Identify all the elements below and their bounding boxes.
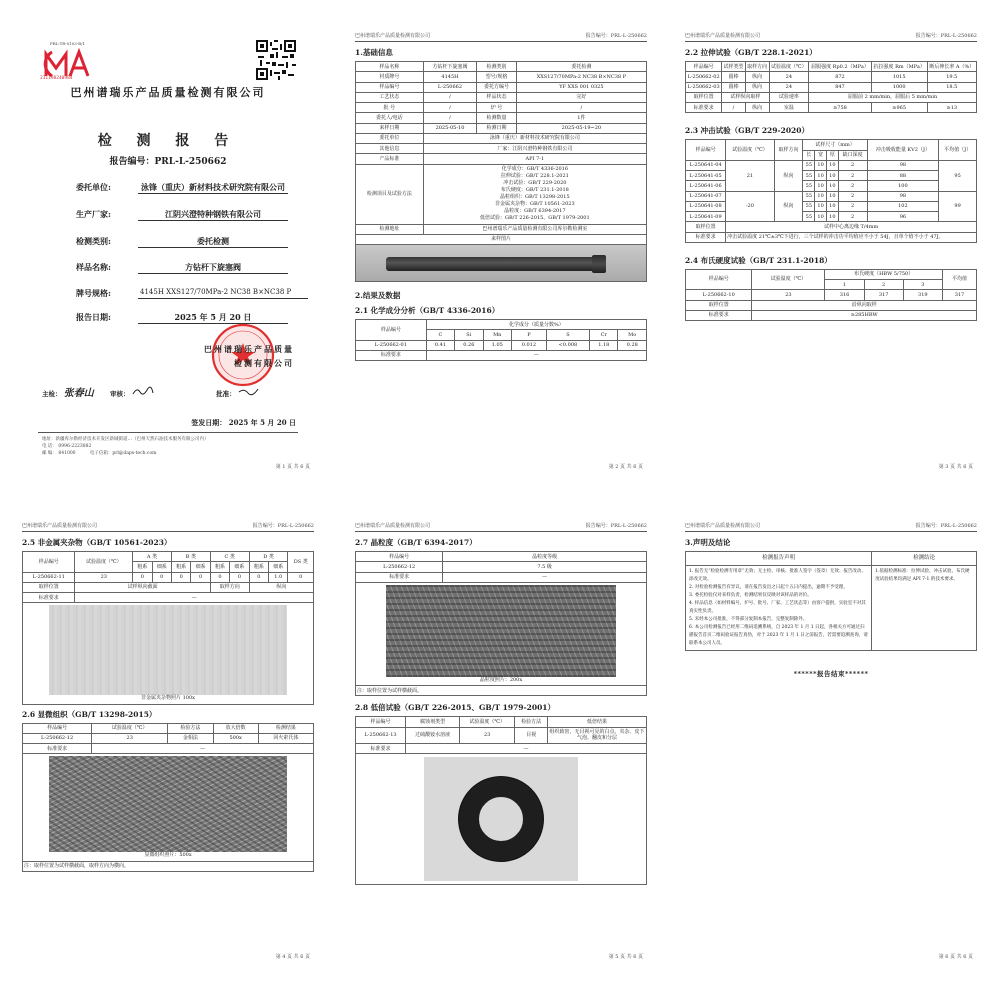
report-page-4 [22,522,314,962]
field-label: 牌号规格: [76,288,111,298]
header-lab: 巴州谱瑞乐产品质量检测有限公司 [355,523,431,529]
page-header [355,522,647,532]
header-report-no: 报告编号：PRL-L-250662 [585,33,647,39]
macro-etch-photo [424,757,578,881]
table-row: 长 宽 厚 缺口深度 [686,150,977,160]
page-number: 第 2 页 共 6 页 [608,464,643,470]
section-title: 2.结果及数据 [355,291,401,300]
page-header [355,32,647,42]
email: 电子信箱：prl@daps-tech.com [89,451,157,456]
table-row: 注：取样位置为试样横截面。 [356,686,647,696]
header-report-no: 报告编号：PRL-L-250662 [915,33,977,39]
table-row: 标准要求 / 纵向 室温 ≥758 ≥965 ≥13 [686,103,977,113]
address: 地址：新疆库尔勒经济技术开发区新城街道…（巴州天然石油技术服务有限公司内） [42,437,209,442]
table-row: L-250662-11 23 0 0 0 0 0 0 0 1.0 0 [23,572,314,582]
table-row: L-250662-03 圆棒 纵向 24 847 1000 18.5 [686,82,977,92]
page-header [22,522,314,532]
section-title: 2.7 晶粒度（GB/T 6394-2017） [355,538,477,547]
brinell-hardness-table [685,269,977,321]
header-report-no: 报告编号：PRL-L-250662 [915,523,977,529]
image-caption: 显微组织照片：500x [144,852,192,859]
table-row: 来样图片 [356,234,647,244]
page-number: 第 5 页 共 6 页 [608,954,643,960]
signatures [42,384,260,399]
table-row: 委托人/电话 / 检测数量 1件 [356,113,647,123]
section-title: 2.2 拉伸试验（GB/T 228.1-2021） [685,48,817,57]
section-title: 1.基础信息 [355,48,393,57]
approver-signature [238,386,260,396]
section-title: 2.5 非金属夹杂物（GB/T 10561-2023） [22,538,172,547]
divider [38,432,298,433]
table-row [356,754,647,885]
header-report-no: 报告编号：PRL-L-250662 [585,523,647,529]
checker-signature: 张春山 [63,388,94,399]
table-row: 取样位置 试样纵向取样 试验速率 屈服前 2 mm/min，屈服后 5 mm/min [686,92,977,102]
table-row: 其他信息 厂家：江阴兴澄特种钢铁有限公司 [356,144,647,154]
page-number: 第 6 页 共 6 页 [938,954,973,960]
phone: 电 话： 0996-2223882 [42,444,92,449]
table-row: 标准要求 — [356,350,647,360]
table-row: 标准要求 — [23,744,314,754]
table-row: 标准要求 — [23,593,314,603]
report-page-6 [685,522,977,962]
sample-photo [356,245,646,281]
field-value: 4145H XXS127/70MPa-2 NC38 B×NC38 P [138,288,308,299]
issuer-name [194,342,294,370]
field-value: 2025 年 5 月 20 日 [138,312,288,324]
table-row: 注：取样位置为试样横截面，取样方向为横向。 [23,861,314,871]
table-row: 标准要求 冲击试验温度 21℃±3℃下进行，三个试样的冲击功平均值应不小于 54J，且单个值不小于 47J。 [686,232,977,242]
table-row: 标准要求 — [356,744,647,754]
declaration-item: 2. 对检验检测报告有异议，请在报告发出之日起十五日内提出，逾期不予受理。 [689,584,848,590]
declaration-item: 4. 样品信息（如材料编号、炉号、批号、厂家、工艺状态等）由客户提供，实验室不对其真实性负责。 [689,600,866,614]
declaration-items [686,565,872,650]
section-title: 2.4 布氏硬度试验（GB/T 231.1-2018） [685,255,832,265]
chemical-composition-table [355,319,647,361]
issuer-line: 检测有限公司 [234,358,294,368]
table-row: 样品编号 试验温度（℃） 布氏硬度（HBW 5/750） 平均值 [686,269,977,279]
table-row: 样品编号 晶粒度等级 [356,552,647,562]
header-lab: 巴州谱瑞乐产品质量检测有限公司 [22,523,98,529]
table-row: 检测地址 巴州谱瑞乐产品质量检测有限公司库尔勒检测室 [356,224,647,234]
table-row: 取样位置 试样中心离边缘 T/4mm [686,222,977,232]
table-row: 来样日期 2025-05-10 检测日期 2025-05-19~20 [356,123,647,133]
table-row: 1 2 3 [686,280,977,290]
image-caption: 晶粒度照片：200x [479,676,523,683]
inclusion-micrograph [49,605,287,695]
table-row: 样品编号 试样类型 取样方向 试验温度（℃） 屈服强度 Rp0.2（MPa） 抗拉强度 Rm（MPa） 断后伸长率 A（%） [686,62,977,72]
table-row: 样品名称 方钻杆下旋塞阀 检测类别 委托检测 [356,62,647,72]
form-code: PRL-TR-0103-B/1 [50,41,85,46]
table-row [23,754,314,861]
declaration-item: 5. 未经本公司批准，不得部分复制本报告，完整复制除外。 [689,616,808,622]
table-row: 样品编号 试验温度（℃） 取样方向 试样尺寸（mm） 冲击吸收能量 KV2（J） 平均值（J） [686,140,977,150]
ring-sample-icon [459,777,543,861]
table-row: L-250641-06 55 10 10 2 100 [686,181,977,191]
declaration-table [685,551,977,651]
table-row: L-250662-13 过硫酸铵水溶液 23 目视 组织致密，无目视可见的白点、夹杂、皮下气泡、翻皮和分层 [356,727,647,744]
manufacturer-field [76,209,288,221]
section-title: 3.声明及结论 [685,538,731,547]
table-row: L-250662-10 23 316 317 319 317 [686,290,977,300]
table-row: 标准要求 — [356,572,647,582]
table-row [686,565,977,650]
section-title: 2.8 低倍试验（GB/T 226-2015、GB/T 1979-2001） [355,703,556,713]
tensile-test-table [685,61,977,113]
table-row: 检测项目及试验方法 化学成分：GB/T 4336-2016 拉伸试验：GB/T 228.1-2021 冲击试验：GB/T 229-2020 布氏硬度：GB/T 231.1-2018 晶粒组织：GB/T 13298-2015 非金属夹杂物：GB/T 10561-2023 晶粒度：GB/T 6394-2017 低倍试验：GB/T 226-2015、GB/T 1979-2001 [356,164,647,224]
table-row: L-250641-05 55 10 10 2 88 [686,171,977,181]
header-lab: 巴州谱瑞乐产品质量检测有限公司 [355,33,431,39]
table-row: L-250662-12 23 金相法 500x 回火索氏体 [23,733,314,743]
table-row: L-250662-12 7.5 级 [356,562,647,572]
page-number: 第 4 页 共 6 页 [275,954,310,960]
header-report-no: 报告编号：PRL-L-250662 [252,523,314,529]
grain-size-micrograph [386,585,616,677]
page-number: 第 3 页 共 6 页 [938,464,973,470]
reviewer-signature [132,386,154,396]
field-value: 江阴兴澄特种钢铁有限公司 [138,209,288,221]
table-row: L-250641-07 -20 纵向 55 10 10 2 98 99 [686,191,977,201]
section-title: 2.1 化学成分分析（GB/T 4336-2016） [355,306,500,315]
field-value: 方钻杆下旋塞阀 [138,262,288,274]
report-page-2 [355,32,647,472]
report-title: 检 测 报 告 [97,133,239,149]
sample-name-field [76,262,288,274]
declaration-item: 1. 报告无“检验检测专用章”无效；无主检、审核、批准人签字（签章）无效；报告改动、涂改无效。 [689,568,866,582]
field-label: 样品名称: [76,262,111,272]
table-row: 样品编号 L-250662 委托方编号 YF XXS 001 0325 [356,82,647,92]
lab-name: 巴州谱瑞乐产品质量检测有限公司 [70,86,266,99]
table-row: L-250662-02 圆棒 纵向 24 872 1015 19.5 [686,72,977,82]
field-label: 检测类别: [76,236,111,246]
report-cover-page [22,32,314,472]
declaration-item: 3. 委托检验仅对来样负责，检测结果仅反映对该样品的评价。 [689,592,812,598]
grade-spec-field [76,288,308,299]
client-field [76,182,288,194]
page-number: 第 1 页 共 6 页 [275,464,310,470]
grain-size-table [355,551,647,696]
field-value: 委托检测 [138,236,288,248]
checker-label: 主检： [42,390,62,398]
section-title: 2.3 冲击试验（GB/T 229-2020） [685,126,809,136]
approver-label: 批准： [216,390,236,398]
table-row: C Si Mn P S Cr Mo [356,330,647,340]
header-lab: 巴州谱瑞乐产品质量检测有限公司 [685,33,761,39]
field-label: 生产厂家: [76,209,111,219]
section-title: 2.6 显微组织（GB/T 13298-2015） [22,709,157,719]
report-page-5 [355,522,647,962]
table-row: 检测报告声明 检测结论 [686,552,977,566]
table-row [356,245,647,282]
table-row [356,582,647,685]
inclusion-table [22,551,314,705]
table-row: 委托单位 泳锋（重庆）新材料技术研究院有限公司 [356,133,647,143]
page-header [685,522,977,532]
table-row: 工艺状态 / 样品状态 完好 [356,92,647,102]
table-row: 样品编号 试验温度（℃） A 类 B 类 C 类 D 类 DS 类 [23,552,314,562]
table-row: 样品编号 腐蚀剂类型 试验温度（℃） 检验方法 低倍结果 [356,717,647,727]
field-label: 委托单位: [76,182,111,192]
table-row: 粗系 细系 粗系 细系 粗系 细系 粗系 细系 [23,562,314,572]
reviewer-label: 审核： [110,390,130,398]
cma-logo [42,46,94,80]
impact-test-table [685,139,977,243]
microstructure-table [22,723,314,872]
table-row: 材质牌号 4145H 型号/规格 XXS127/70MPa-2 NC38 B×NC38 P [356,72,647,82]
report-end-marker: ******报告结束****** [793,669,869,678]
field-label: 报告日期: [76,312,111,322]
microstructure-micrograph [49,756,287,852]
table-row: L-250641-04 21 纵向 55 10 10 2 98 95 [686,160,977,170]
postcode: 邮 编： 841000 [42,451,76,456]
table-row: 样品编号 试验温度（℃） 检验方法 放大倍数 检测结果 [23,723,314,733]
qr-code-icon [256,40,296,80]
table-row: 标准要求 ≥285HBW [686,310,977,320]
table-row: L-250641-08 55 10 10 2 102 [686,201,977,211]
report-number: 报告编号：PRL-L-250662 [109,157,227,167]
table-row: 取样位置 沿纵向取样 [686,300,977,310]
table-row: 样品编号 化学成分（质量分数%） [356,320,647,330]
report-page-3 [685,32,977,472]
field-value: 泳锋（重庆）新材料技术研究院有限公司 [138,182,288,194]
lab-contact-info [42,436,209,457]
table-row [23,603,314,704]
issue-date: 签发日期： 2025 年 5 月 20 日 [191,418,296,427]
conclusion-text: 1.依据检测标准：拉伸试验、冲击试验、布氏硬度试验结果均满足 API 7-1 的技术要求。 [872,565,977,650]
table-row: 产品标准 API 7-1 [356,154,647,164]
macro-etch-table [355,716,647,885]
table-row: 批 号 / 炉 号 / [356,103,647,113]
cma-code: 231198240984 [40,76,73,81]
table-row: 取样位置 试样纵向截面 取样方向 纵向 [23,582,314,592]
basic-info-table [355,61,647,282]
image-caption: 非金属夹杂物照片 100x [141,695,195,702]
test-category-field [76,236,288,248]
issuer-line: 巴州谱瑞乐产品质量 [204,344,294,354]
header-lab: 巴州谱瑞乐产品质量检测有限公司 [685,523,761,529]
table-row: L-250662-01 0.41 0.26 1.05 0.012 <0.008 1.18 0.28 [356,340,647,350]
table-row: L-250641-09 55 10 10 2 96 [686,212,977,222]
declaration-item: 6. 本公司检测报告已经用二维码追溯系统，自 2023 年 1 月 1 日起，各相关方可通过扫描报告首页二维码验证报告真伪，对于 2023 年 1 月 1 日之前报告，若需要追溯查询，请联系本公司人员。 [689,624,868,646]
page-header [685,32,977,42]
